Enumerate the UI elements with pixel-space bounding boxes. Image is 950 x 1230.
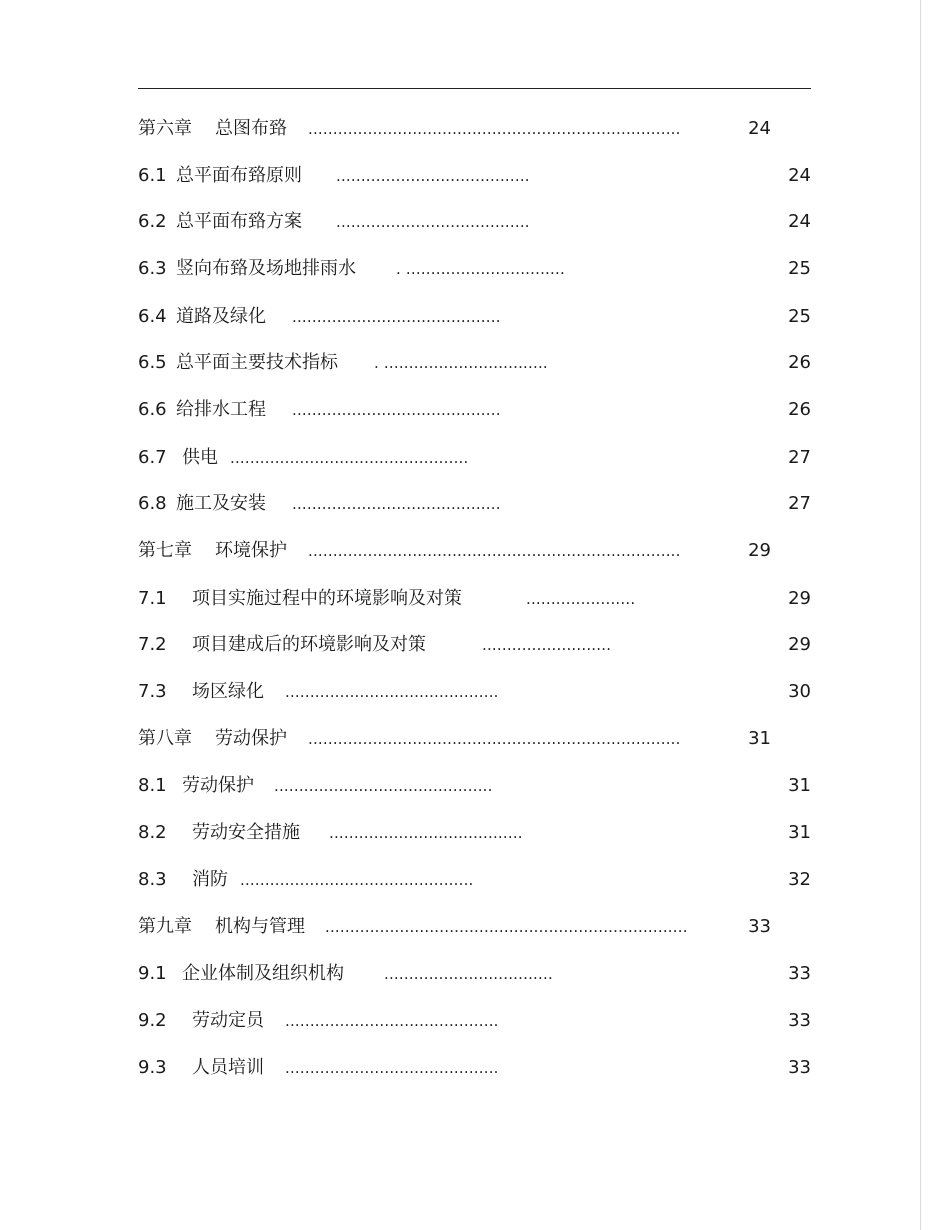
toc-entry-number: 第八章 (138, 728, 192, 749)
toc-entry-number: 9.2 (138, 1010, 167, 1031)
toc-page-number: 27 (788, 447, 811, 468)
toc-page-number: 25 (788, 306, 811, 327)
toc-entry-title: 企业体制及组织机构 (182, 963, 344, 984)
toc-section-entry[interactable] (138, 1056, 811, 1080)
toc-page-number: 29 (788, 634, 811, 655)
toc-section-entry[interactable] (138, 257, 811, 281)
toc-page-number: 29 (748, 540, 771, 561)
toc-page-number: 33 (788, 1057, 811, 1078)
toc-page-number: 32 (788, 869, 811, 890)
toc-entry-title: 劳动保护 (215, 728, 287, 749)
toc-entry-title: 项目建成后的环境影响及对策 (192, 634, 426, 655)
toc-page-number: 33 (788, 963, 811, 984)
toc-entry-number: 7.2 (138, 634, 167, 655)
toc-entry-title: 场区绿化 (192, 681, 264, 702)
toc-leader-dots: . ................................ (396, 260, 565, 278)
toc-section-entry[interactable] (138, 351, 811, 375)
toc-entry-number: 第六章 (138, 118, 192, 139)
toc-entry-title: 劳动定员 (192, 1010, 264, 1031)
toc-leader-dots: ........................................... (285, 1059, 499, 1077)
page-edge (920, 0, 921, 1230)
toc-leader-dots: .......................................... (292, 401, 501, 419)
toc-entry-number: 6.2 (138, 211, 167, 232)
toc-leader-dots: ....................................... (329, 824, 523, 842)
toc-entry-number: 9.1 (138, 963, 167, 984)
toc-section-entry[interactable] (138, 821, 811, 845)
toc-leader-dots: ................................................ (230, 449, 469, 467)
toc-page-number: 24 (788, 211, 811, 232)
toc-entry-title: 环境保护 (215, 540, 287, 561)
toc-section-entry[interactable] (138, 868, 811, 892)
toc-entry-number: 6.3 (138, 258, 167, 279)
toc-page-number: 31 (748, 728, 771, 749)
toc-leader-dots: . ................................. (374, 354, 548, 372)
toc-chapter-entry[interactable] (138, 539, 771, 563)
toc-entry-number: 6.1 (138, 165, 167, 186)
toc-section-entry[interactable] (138, 587, 811, 611)
toc-leader-dots: .......................... (482, 636, 612, 654)
toc-leader-dots: ............................................... (240, 871, 474, 889)
header-rule (138, 88, 811, 89)
toc-entry-number: 6.7 (138, 447, 167, 468)
toc-entry-number: 第九章 (138, 916, 192, 937)
toc-page-number: 33 (748, 916, 771, 937)
toc-section-entry[interactable] (138, 962, 811, 986)
toc-entry-title: 总平面布臵方案 (176, 211, 302, 232)
toc-entry-title: 劳动保护 (182, 775, 254, 796)
toc-entry-title: 劳动安全措施 (192, 822, 300, 843)
toc-page-number: 26 (788, 399, 811, 420)
toc-entry-number: 6.6 (138, 399, 167, 420)
toc-leader-dots: ............................................ (274, 777, 493, 795)
toc-leader-dots: ....................................... (336, 213, 530, 231)
toc-entry-number: 8.3 (138, 869, 167, 890)
toc-entry-title: 总图布臵 (215, 118, 287, 139)
toc-section-entry[interactable] (138, 446, 811, 470)
toc-chapter-entry[interactable] (138, 727, 771, 751)
toc-chapter-entry[interactable] (138, 117, 771, 141)
toc-page-number: 33 (788, 1010, 811, 1031)
toc-page-number: 24 (748, 118, 771, 139)
toc-leader-dots: ........................................... (285, 1012, 499, 1030)
toc-leader-dots: .......................................... (292, 308, 501, 326)
toc-section-entry[interactable] (138, 1009, 811, 1033)
toc-leader-dots: ......................................................................... (325, 918, 688, 936)
toc-entry-title: 项目实施过程中的环境影响及对策 (192, 588, 462, 609)
toc-entry-number: 第七章 (138, 540, 192, 561)
toc-page-number: 31 (788, 775, 811, 796)
toc-section-entry[interactable] (138, 164, 811, 188)
toc-page-number: 24 (788, 165, 811, 186)
toc-page-number: 29 (788, 588, 811, 609)
toc-page-number: 31 (788, 822, 811, 843)
toc-entry-title: 给排水工程 (176, 399, 266, 420)
toc-leader-dots: ........................................................................... (308, 542, 681, 560)
toc-leader-dots: ........................................................................... (308, 730, 681, 748)
toc-section-entry[interactable] (138, 398, 811, 422)
toc-entry-title: 消防 (192, 869, 228, 890)
toc-leader-dots: .......................................... (292, 495, 501, 513)
toc-leader-dots: .................................. (384, 965, 553, 983)
toc-entry-title: 竖向布臵及场地排雨水 (176, 258, 356, 279)
toc-entry-title: 机构与管理 (215, 916, 305, 937)
toc-entry-title: 人员培训 (192, 1057, 264, 1078)
toc-entry-number: 7.1 (138, 588, 167, 609)
toc-entry-title: 总平面布臵原则 (176, 165, 302, 186)
toc-leader-dots: ....................................... (336, 167, 530, 185)
toc-entry-number: 6.8 (138, 493, 167, 514)
toc-entry-number: 9.3 (138, 1057, 167, 1078)
toc-leader-dots: ...................... (526, 590, 636, 608)
toc-entry-number: 8.1 (138, 775, 167, 796)
toc-page-number: 25 (788, 258, 811, 279)
toc-leader-dots: ........................................................................... (308, 120, 681, 138)
toc-section-entry[interactable] (138, 774, 811, 798)
toc-section-entry[interactable] (138, 633, 811, 657)
toc-page-number: 30 (788, 681, 811, 702)
toc-entry-title: 道路及绿化 (176, 306, 266, 327)
toc-leader-dots: ........................................... (285, 683, 499, 701)
toc-chapter-entry[interactable] (138, 915, 771, 939)
toc-entry-number: 7.3 (138, 681, 167, 702)
toc-entry-number: 8.2 (138, 822, 167, 843)
toc-section-entry[interactable] (138, 680, 811, 704)
toc-page-number: 26 (788, 352, 811, 373)
toc-entry-number: 6.4 (138, 306, 167, 327)
toc-entry-number: 6.5 (138, 352, 167, 373)
toc-entry-title: 施工及安装 (176, 493, 266, 514)
toc-section-entry[interactable] (138, 492, 811, 516)
toc-section-entry[interactable] (138, 305, 811, 329)
toc-entry-title: 总平面主要技术指标 (176, 352, 338, 373)
toc-entry-title: 供电 (182, 447, 218, 468)
toc-section-entry[interactable] (138, 210, 811, 234)
toc-page-number: 27 (788, 493, 811, 514)
